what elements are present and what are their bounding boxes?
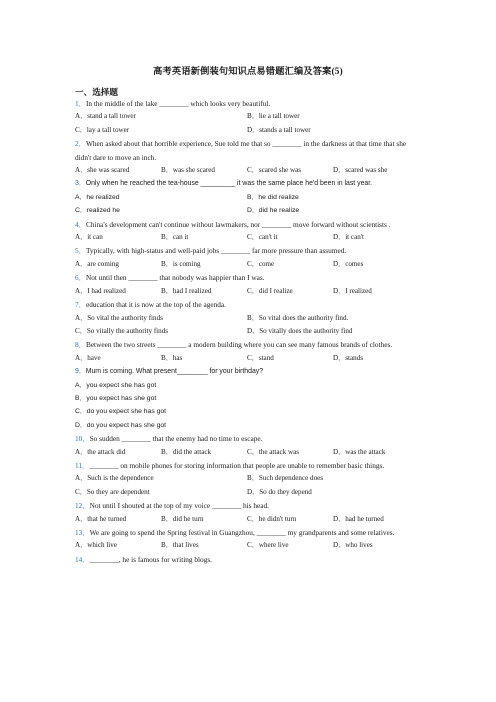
- option-b: B．Such dependence does: [247, 474, 324, 483]
- question-number: 13．: [75, 528, 90, 537]
- question-number: 2．: [75, 139, 86, 149]
- question-number: 11．: [75, 460, 90, 470]
- options-row: [75, 191, 423, 204]
- option-a: A．stand a tall tower: [75, 112, 136, 121]
- option-d: D．it can't: [333, 233, 365, 242]
- option-d: D．was the attack: [333, 447, 386, 456]
- option-b: B．he did realize: [247, 193, 299, 201]
- options-row: [75, 419, 423, 432]
- options-row: [75, 539, 423, 552]
- option-c: C．stand: [247, 353, 274, 362]
- option-c: C．did I realize: [247, 286, 293, 295]
- option-d: D．scared was she: [333, 166, 388, 175]
- options-row: [75, 231, 423, 244]
- options-row: [75, 405, 423, 418]
- question-stem: We are going to spend the Spring festival in Guangzhou, ________ my grandparents and some relatives.: [89, 528, 395, 537]
- option-b: B．did the attack: [161, 447, 212, 456]
- option-a: A．it can: [75, 233, 103, 242]
- options-row: [75, 258, 423, 271]
- option-c: C．do you expect she has got: [75, 408, 167, 416]
- question-stem: Between the two streets ________ a modern building where you can see many famous brands of clothes.: [85, 340, 393, 350]
- option-c: C．the attack was: [247, 447, 300, 456]
- question-number: 6．: [75, 273, 86, 283]
- question-stem: Only when he reached the tea-house _________ it was the same place he'd been in last year.: [85, 180, 373, 188]
- question-5: [75, 244, 423, 257]
- option-a: A．which live: [75, 541, 117, 550]
- question-stem: Mum is coming. What present________ for your birthday?: [85, 368, 264, 376]
- option-d: D．do you expect has she got: [75, 421, 167, 429]
- options-row: [75, 486, 423, 499]
- option-d: D．comes: [333, 259, 364, 268]
- option-a: A．Such is the dependence: [75, 474, 154, 483]
- option-c: C．lay a tall tower: [75, 125, 130, 134]
- option-d: D．did he realize: [247, 207, 300, 215]
- option-a: A．are coming: [75, 259, 119, 268]
- option-a: A．that he turned: [75, 514, 127, 523]
- question-11: [75, 459, 423, 472]
- option-d: D．stands a tall tower: [247, 125, 311, 134]
- option-a: A．the attack did: [75, 447, 126, 456]
- question-6: [75, 271, 423, 284]
- option-d: D．I realized: [333, 286, 372, 295]
- option-c: C．realized he: [75, 207, 120, 215]
- option-b: B．was she scared: [161, 166, 215, 175]
- options-row: [75, 110, 423, 123]
- option-c: C．where live: [247, 541, 289, 550]
- option-c: C．scared she was: [247, 166, 301, 175]
- options-row: [75, 285, 423, 298]
- option-a: A．he realized: [75, 193, 120, 201]
- question-number: 14．: [75, 554, 90, 564]
- option-d: D．stands: [333, 353, 363, 362]
- options-row: [75, 352, 423, 365]
- options-row: [75, 513, 423, 526]
- question-number: 8．: [75, 340, 86, 350]
- options-row: [75, 392, 423, 405]
- option-a: A．you expect she has got: [75, 381, 157, 389]
- question-stem: Typically, with high-status and well-paid jobs ________ far more pressure than assumed.: [85, 246, 347, 256]
- option-d: D．had he turned: [333, 514, 384, 523]
- option-c: C．he didn't turn: [247, 514, 297, 523]
- options-row: [75, 204, 423, 217]
- option-b: B．you expect has she got: [75, 394, 157, 402]
- options-row: [75, 312, 423, 325]
- question-stem: Not until I shouted at the top of my voice ________ his head.: [89, 501, 269, 511]
- question-3: [75, 177, 423, 190]
- question-number: 9．: [75, 368, 86, 376]
- option-b: B．had I realized: [161, 286, 212, 295]
- options-row: [75, 379, 423, 392]
- option-b: B．did he turn: [161, 514, 204, 523]
- question-number: 5．: [75, 246, 86, 256]
- question-7: [75, 298, 423, 311]
- question-1: [75, 97, 423, 110]
- section-title: 一、选择题: [75, 87, 118, 97]
- question-12: [75, 499, 423, 512]
- option-d: D．So vitally does the authority find: [247, 326, 353, 335]
- options-row: [75, 124, 423, 137]
- option-b: B．lie a tall tower: [247, 112, 300, 121]
- question-14: [75, 553, 423, 566]
- question-number: 10．: [75, 434, 90, 444]
- option-b: B．can it: [161, 233, 189, 242]
- question-number: 4．: [75, 219, 86, 229]
- question-stem: In the middle of the lake ________ which looks very beautiful.: [85, 99, 271, 108]
- option-a: A．So vital the authority finds: [75, 313, 163, 322]
- question-2: [75, 137, 423, 164]
- option-c: C．So they are dependent: [75, 487, 150, 496]
- question-13: [75, 526, 423, 539]
- option-c: C．come: [247, 259, 275, 268]
- option-d: D．who lives: [333, 541, 373, 550]
- question-stem: China's development can't continue without lawmakers, nor ________ move forward without scientists .: [85, 219, 391, 229]
- options-row: [75, 472, 423, 485]
- question-4: [75, 218, 423, 231]
- option-b: B．So vital does the authority find.: [247, 313, 349, 322]
- option-a: A．she was scared: [75, 166, 130, 175]
- question-8: [75, 338, 423, 351]
- question-number: 7．: [75, 300, 86, 310]
- question-9: [75, 365, 423, 378]
- question-stem: ________, he is famous for writing blogs.: [89, 554, 213, 564]
- option-a: A．I had realized: [75, 286, 126, 295]
- option-c: C．So vitally the authority finds: [75, 326, 169, 335]
- options-row: [75, 325, 423, 338]
- options-row: [75, 446, 423, 459]
- option-b: B．is coming: [161, 259, 201, 268]
- question-stem: ________ on mobile phones for storing information that people are unable to remember basic things.: [89, 460, 385, 470]
- question-stem: education that it is now at the top of the agenda.: [85, 300, 226, 310]
- options-row: [75, 164, 423, 177]
- question-list: [75, 97, 423, 566]
- option-d: D．So do they depend: [247, 487, 312, 496]
- question-stem: So sudden ________ that the enemy had no time to escape.: [89, 434, 263, 444]
- question-stem: When asked about that horrible experience, Sue told me that so ________ in the darkness at that time that she didn't dare to move an inch.: [75, 139, 407, 162]
- option-b: B．has: [161, 353, 183, 362]
- question-stem: Not until then ________ that nobody was happier than I was.: [85, 273, 265, 283]
- option-b: B．that lives: [161, 541, 199, 550]
- option-c: C．can't it: [247, 233, 278, 242]
- question-10: [75, 432, 423, 445]
- option-a: A．have: [75, 353, 101, 362]
- question-number: 1．: [75, 99, 86, 108]
- document-title: 高考英语新倒装句知识点易错题汇编及答案(5): [153, 66, 343, 76]
- question-number: 12．: [75, 501, 90, 511]
- question-number: 3．: [75, 180, 86, 188]
